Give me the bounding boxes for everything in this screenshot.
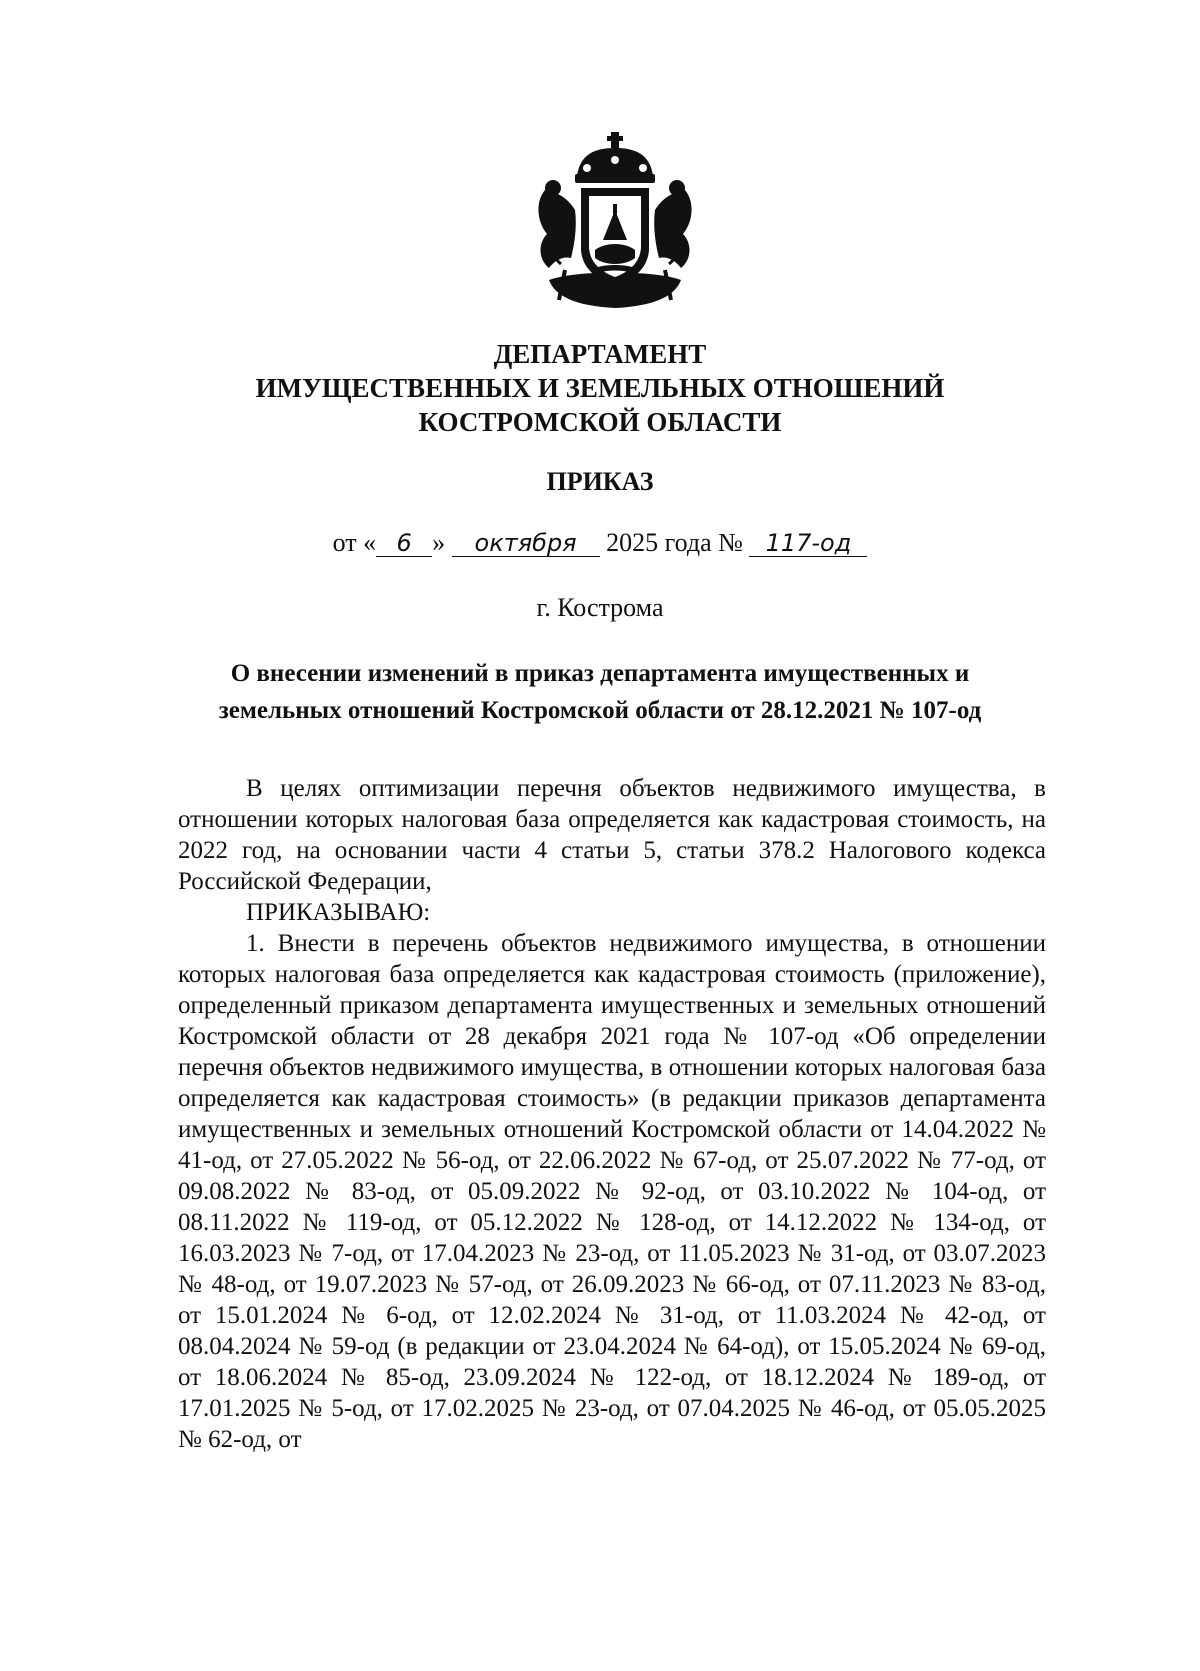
body-paragraph-1: В целях оптимизации перечня объектов недвижимого имущества, в отношении которых налоговая база определяется как кадастровая стоимость, на 2022 год, на основании части 4 статьи 5, статьи 378.2 Налогового кодекса Российской Федерации, bbox=[178, 775, 1046, 895]
order-word: ПРИКАЗЫВАЮ: bbox=[246, 899, 431, 926]
coat-of-arms-icon bbox=[525, 130, 705, 315]
date-prefix: от « bbox=[332, 528, 377, 557]
date-number-line bbox=[0, 528, 1200, 558]
department-header bbox=[0, 337, 1200, 439]
city-line: г. Кострома bbox=[536, 593, 664, 622]
body-paragraph-2: 1. Внести в перечень объектов недвижимого имущества, в отношении которых налоговая база определяется как кадастровая стоимость (приложение), определенный приказом департамента имущественных и земельных отношений Костромской области от 28 декабря 2021 года № 107-од «Об определении перечня объектов недвижимого имущества, в отношении которых налоговая база определяется как кадастровая стоимость» (в редакции приказов департамента имущественных и земельных отношений Костромской области от 14.04.2022 № 41-од, от 27.05.2022 № 56-од, от 22.06.2022 № 67-од, от 25.07.2022 № 77-од, от 09.08.2022 № 83-од, от 05.09.2022 № 92-од, от 03.10.2022 № 104-од, от 08.11.2022 № 119-од, от 05.12.2022 № 128-од, от 14.12.2022 № 134-од, от 16.03.2023 № 7-од, от 17.04.2023 № 23-од, от 11.05.2023 № 31-од, от 03.07.2023 № 48-од, от 19.07.2023 № 57-од, от 26.09.2023 № 66-од, от 07.11.2023 № 83-од, от 15.01.2024 № 6-од, от 12.02.2024 № 31-од, от 11.03.2024 № 42-од, от 08.04.2024 № 59-од (в редакции от 23.04.2024 № 64-од), от 15.05.2024 № 69-од, от 18.06.2024 № 85-од, 23.09.2024 № 122-од, от 18.12.2024 № 189-од, от 17.01.2025 № 5-од, от 17.02.2025 № 23-од, от 07.04.2025 № 46-од, от 05.05.2025 № 62-од, от bbox=[178, 930, 1046, 1453]
date-month: октября bbox=[452, 530, 600, 557]
subject-line-2: земельных отношений Костромской области от 28.12.2021 № 107-од bbox=[218, 697, 982, 724]
header-line-1: ДЕПАРТАМЕНТ bbox=[493, 339, 707, 369]
date-day: 6 bbox=[376, 530, 432, 557]
subject-line-1: О внесении изменений в приказ департамента имущественных и bbox=[230, 660, 970, 687]
header-line-3: КОСТРОМСКОЙ ОБЛАСТИ bbox=[418, 407, 782, 437]
date-mid: » bbox=[432, 528, 446, 557]
document-type-title: ПРИКАЗ bbox=[546, 467, 654, 496]
order-number: 117-од bbox=[749, 530, 867, 557]
document-subject bbox=[150, 655, 1050, 729]
date-year-text: 2025 года № bbox=[606, 528, 743, 557]
header-line-2: ИМУЩЕСТВЕННЫХ И ЗЕМЕЛЬНЫХ ОТНОШЕНИЙ bbox=[255, 373, 945, 403]
document-body bbox=[178, 773, 1046, 1455]
